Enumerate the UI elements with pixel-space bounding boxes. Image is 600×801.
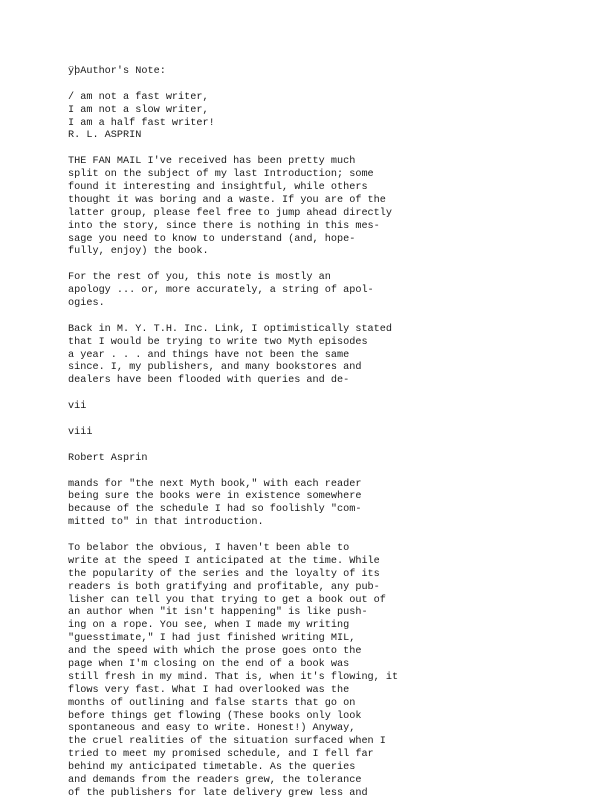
- text-line: flows very fast. What I had overlooked was the: [68, 684, 350, 696]
- text-line: lisher can tell you that trying to get a book out of: [68, 594, 386, 606]
- text-line: found it interesting and insightful, while others: [68, 182, 368, 194]
- page-number-viii: viii: [68, 426, 93, 438]
- paragraph-back-in: [68, 324, 588, 388]
- epigraph-line: / am not a fast writer,: [68, 91, 209, 103]
- text-line: behind my anticipated timetable. As the queries: [68, 762, 356, 774]
- text-line: because of the schedule I had so foolishly "com-: [68, 504, 362, 516]
- paragraph-belabor: [68, 543, 588, 801]
- document-page: [68, 66, 588, 801]
- text-line: latter group, please feel free to jump ahead directly: [68, 207, 393, 219]
- text-line: months of outlining and false starts that go on: [68, 697, 356, 709]
- spacer: [68, 466, 588, 479]
- paragraph-fan-mail: [68, 156, 588, 259]
- text-line: being sure the books were in existence somewhere: [68, 491, 362, 503]
- spacer: [68, 388, 588, 401]
- text-line: readers is both gratifying and profitable, any pub-: [68, 581, 380, 593]
- spacer: [68, 143, 588, 156]
- text-line: that I would be trying to write two Myth episodes: [68, 336, 368, 348]
- text-line: ogies.: [68, 298, 105, 310]
- text-line: For the rest of you, this note is mostly an: [68, 272, 331, 284]
- text-line: apology ... or, more accurately, a string of apol-: [68, 285, 374, 297]
- paragraph-apology: [68, 272, 588, 311]
- text-line: To belabor the obvious, I haven't been able to: [68, 542, 350, 554]
- text-line: page when I'm closing on the end of a book was: [68, 658, 350, 670]
- epigraph-line: I am not a slow writer,: [68, 104, 209, 116]
- epigraph: [68, 92, 588, 144]
- text-line: of the publishers for late delivery grew less and: [68, 787, 368, 799]
- spacer: [68, 414, 588, 427]
- epigraph-line: I am a half fast writer!: [68, 117, 215, 129]
- text-line: write at the speed I anticipated at the time. While: [68, 555, 380, 567]
- text-line: thought it was boring and a waste. If you are of the: [68, 194, 386, 206]
- spacer: [68, 530, 588, 543]
- text-line: tried to meet my promised schedule, and I fell far: [68, 749, 374, 761]
- text-line: an author when "it isn't happening" is like push-: [68, 607, 368, 619]
- text-line: spontaneous and easy to write. Honest!) Anyway,: [68, 723, 356, 735]
- spacer: [68, 259, 588, 272]
- text-line: before things get flowing (These books only look: [68, 710, 362, 722]
- text-line: a year . . . and things have not been the same: [68, 349, 350, 361]
- text-line: mitted to" in that introduction.: [68, 517, 264, 529]
- text-line: mands for "the next Myth book," with each reader: [68, 478, 362, 490]
- text-line: THE FAN MAIL I've received has been pretty much: [68, 156, 356, 168]
- running-header: Robert Asprin: [68, 452, 148, 464]
- text-line: split on the subject of my last Introduction; some: [68, 169, 374, 181]
- text-line: and demands from the readers grew, the tolerance: [68, 774, 362, 786]
- text-line: and the speed with which the prose goes onto the: [68, 646, 362, 658]
- text-line: ing on a rope. You see, when I made my writing: [68, 620, 350, 632]
- text-line: Back in M. Y. T.H. Inc. Link, I optimistically stated: [68, 323, 393, 335]
- text-line: dealers have been flooded with queries and de-: [68, 375, 350, 387]
- text-line: the popularity of the series and the loyalty of its: [68, 568, 380, 580]
- text-line: the cruel realities of the situation surfaced when I: [68, 736, 386, 748]
- text-line: into the story, since there is nothing in this mes-: [68, 220, 380, 232]
- paragraph-demands: [68, 479, 588, 531]
- spacer: [68, 311, 588, 324]
- text-line: still fresh in my mind. That is, when it's flowing, it: [68, 671, 399, 683]
- spacer: [68, 79, 588, 92]
- text-line: fully, enjoy) the book.: [68, 246, 209, 258]
- page-number-vii: vii: [68, 401, 87, 413]
- text-line: since. I, my publishers, and many bookstores and: [68, 362, 362, 374]
- epigraph-attribution: R. L. ASPRIN: [68, 130, 142, 142]
- note-heading: ÿþAuthor's Note:: [68, 66, 166, 77]
- spacer: [68, 440, 588, 453]
- text-line: "guesstimate," I had just finished writing MIL,: [68, 633, 356, 645]
- text-line: sage you need to know to understand (and, hope-: [68, 233, 356, 245]
